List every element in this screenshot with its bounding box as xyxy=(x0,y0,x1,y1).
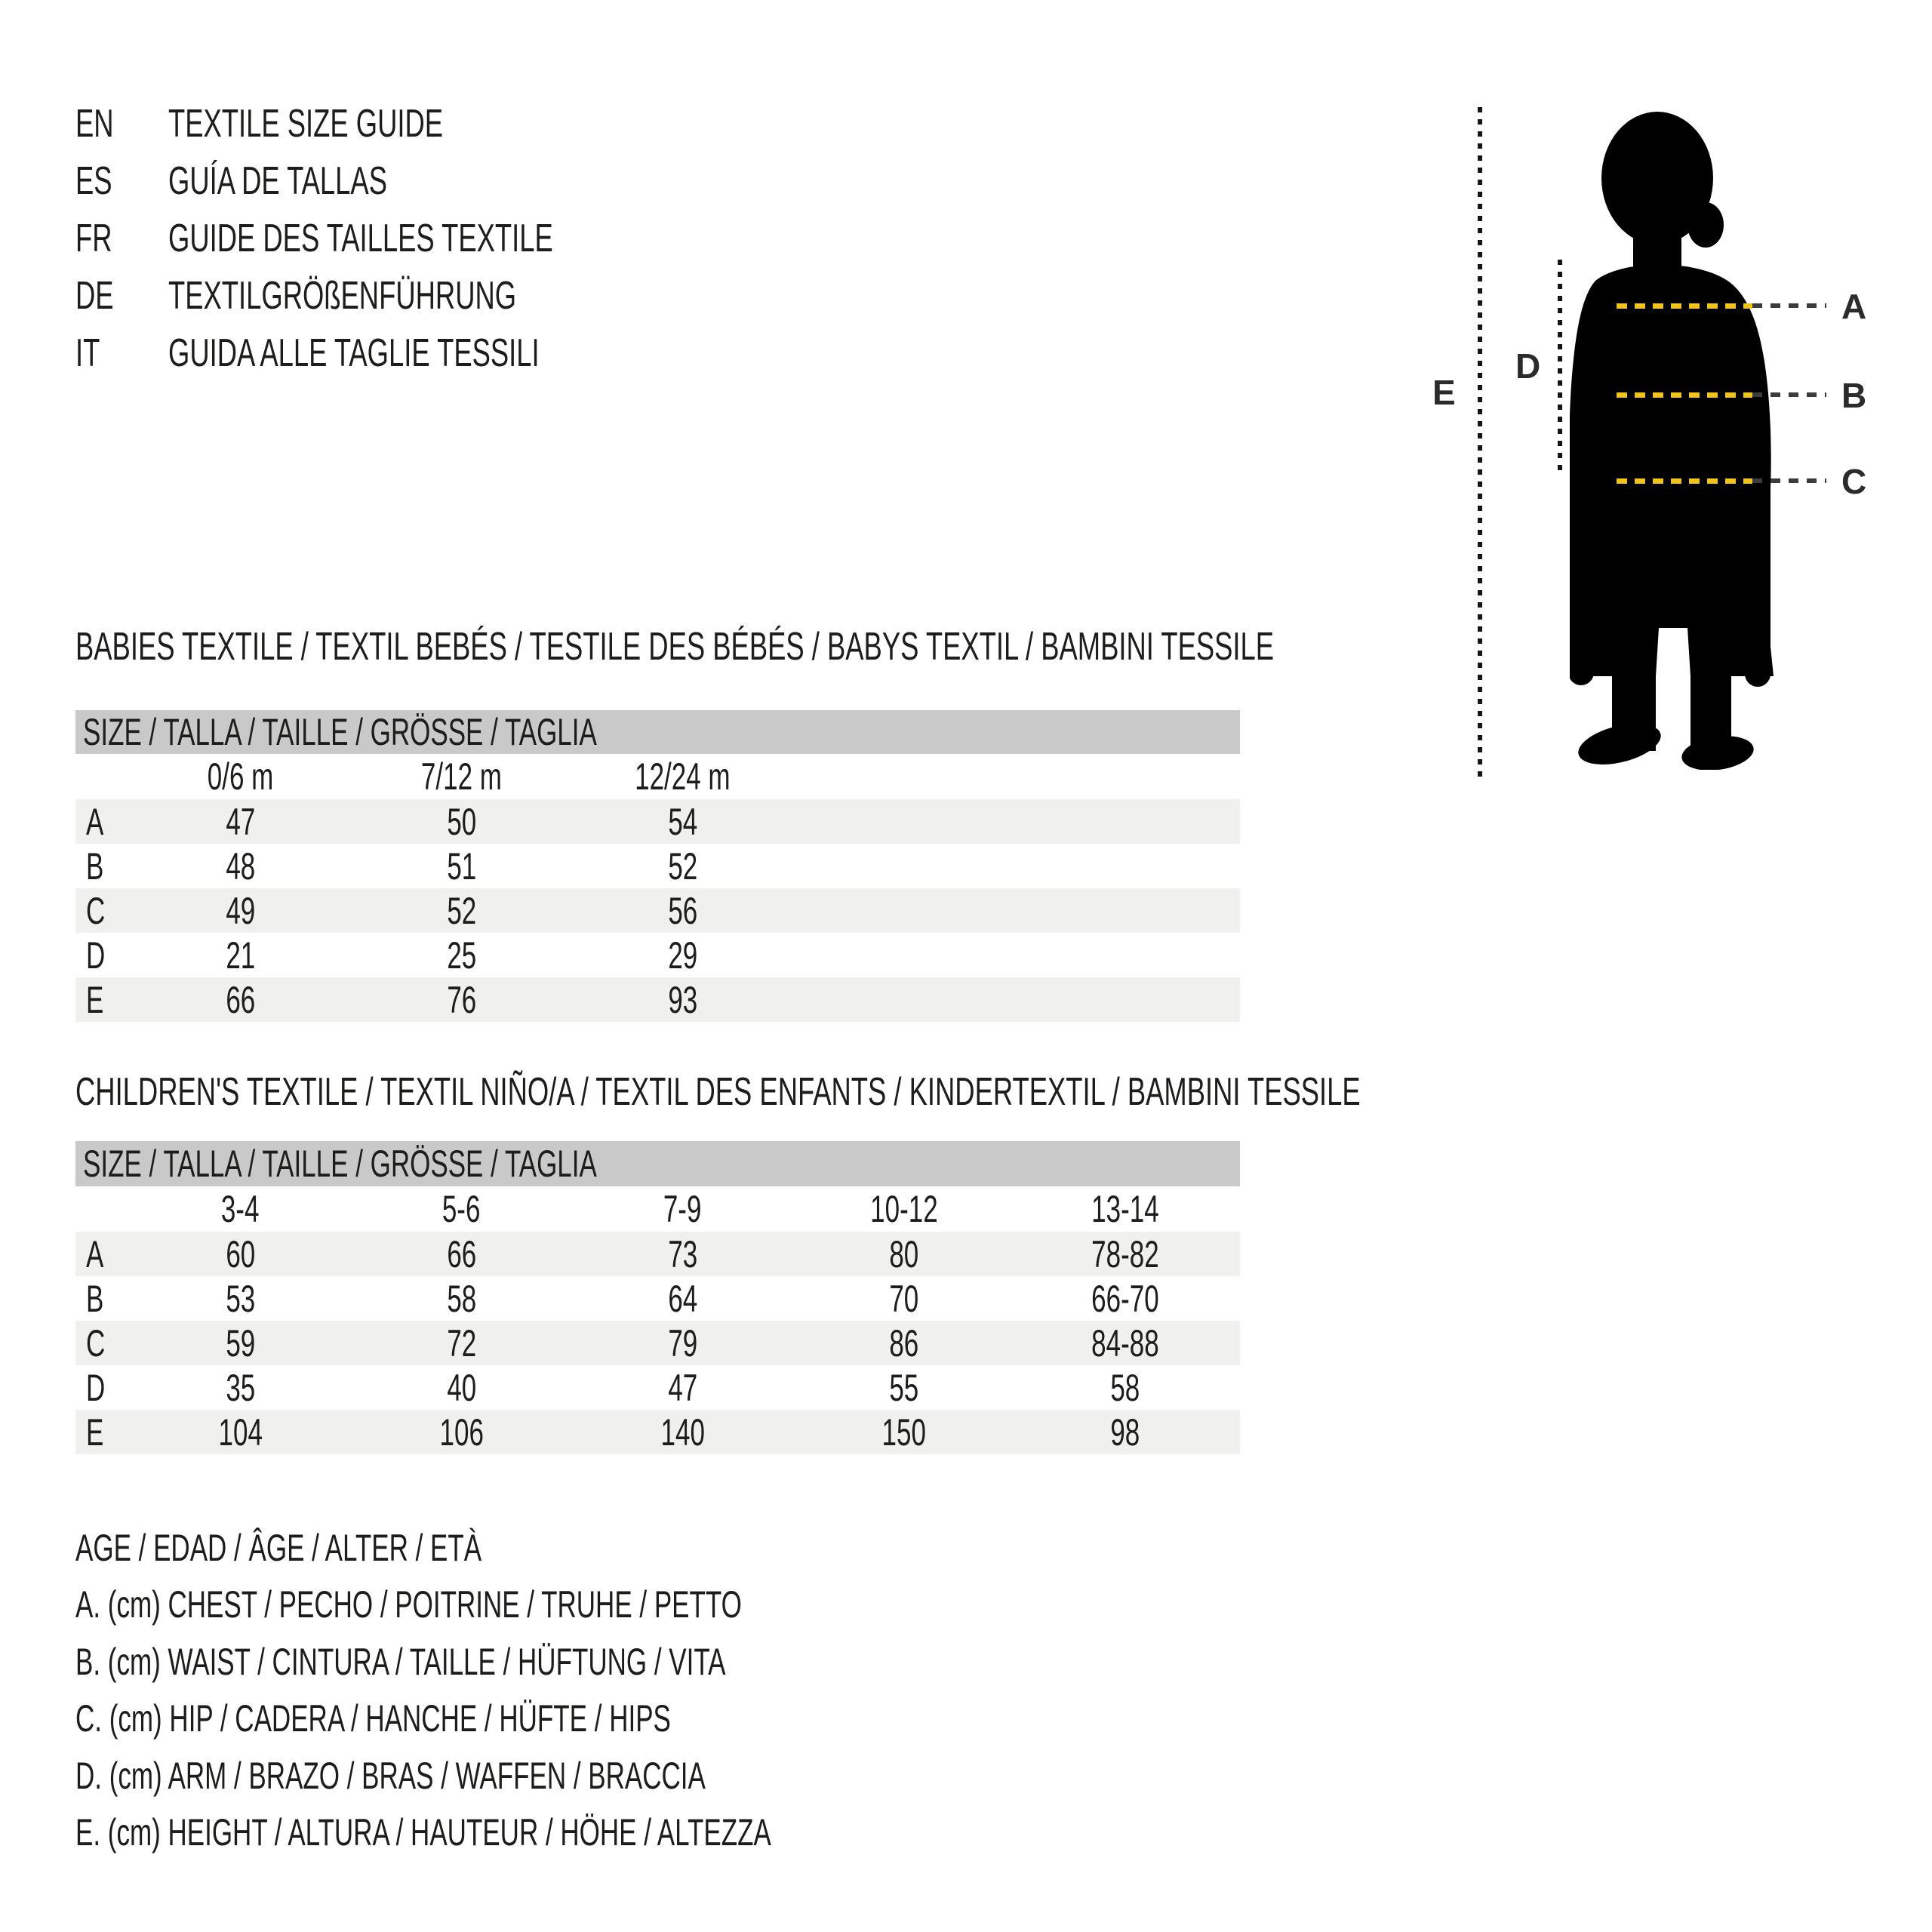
language-row-it xyxy=(75,331,698,391)
height-dotted-line-e xyxy=(1478,107,1482,777)
language-code: DE xyxy=(75,274,114,318)
row-label: A xyxy=(86,800,104,843)
data-cell: 58 xyxy=(1110,1366,1140,1409)
measure-label-c: C xyxy=(1841,462,1867,501)
data-cell: 56 xyxy=(668,889,697,932)
language-row-en xyxy=(75,104,561,162)
language-code: IT xyxy=(75,331,100,375)
data-cell: 60 xyxy=(226,1232,255,1275)
hip-dash-dark xyxy=(1752,478,1826,483)
row-label: D xyxy=(86,934,106,977)
waist-dash-yellow xyxy=(1617,392,1752,398)
data-cell: 79 xyxy=(668,1321,697,1364)
data-cell: 29 xyxy=(668,934,697,977)
data-cell: 66 xyxy=(226,978,255,1021)
measure-label-a: A xyxy=(1841,287,1867,326)
table-row-a xyxy=(75,1232,1240,1276)
language-title: TEXTILGRÖßENFÜHRUNG xyxy=(168,274,517,318)
language-title: TEXTILE SIZE GUIDE xyxy=(168,102,444,146)
language-title: GUÍA DE TALLAS xyxy=(168,159,387,203)
language-row-fr xyxy=(75,219,718,276)
row-label: B xyxy=(86,1277,104,1320)
language-code: EN xyxy=(75,102,114,146)
row-label: E xyxy=(86,1411,104,1454)
data-cell: 150 xyxy=(881,1411,926,1454)
data-cell: 98 xyxy=(1110,1411,1140,1454)
legend-item-height: E. (cm) HEIGHT / ALTURA / HAUTEUR / HÖHE / ALTEZZA xyxy=(75,1811,771,1854)
table-row-c xyxy=(75,888,1240,933)
legend-item-hip: C. (cm) HIP / CADERA / HANCHE / HÜFTE / HIPS xyxy=(75,1697,671,1740)
row-label: D xyxy=(86,1366,106,1409)
data-cell: 47 xyxy=(668,1366,697,1409)
data-cell: 48 xyxy=(226,844,255,888)
child-silhouette-icon xyxy=(1570,106,1790,770)
data-cell: 140 xyxy=(660,1411,705,1454)
data-cell: 93 xyxy=(668,978,697,1021)
data-cell: 73 xyxy=(668,1232,697,1275)
data-cell: 47 xyxy=(226,800,255,843)
data-cell: 72 xyxy=(447,1321,476,1364)
table-row-b xyxy=(75,1276,1240,1321)
babies-size-header-bar: SIZE / TALLA / TAILLE / GRÖSSE / TAGLIA xyxy=(75,710,1240,754)
legend-item-arm: D. (cm) ARM / BRAZO / BRAS / WAFFEN / BRACCIA xyxy=(75,1755,706,1797)
table-row-a xyxy=(75,799,1240,844)
table-row-d xyxy=(75,1365,1240,1410)
data-cell: 52 xyxy=(668,844,697,888)
column-header-cell: 10-12 xyxy=(869,1188,938,1230)
column-header-cell: 3-4 xyxy=(221,1188,260,1230)
data-cell: 53 xyxy=(226,1277,255,1320)
data-cell: 80 xyxy=(889,1232,918,1275)
column-header-cell: 7-9 xyxy=(663,1188,702,1230)
row-label: A xyxy=(86,1232,104,1275)
column-header-cell: 0/6 m xyxy=(207,755,274,798)
legend-item-waist: B. (cm) WAIST / CINTURA / TAILLE / HÜFTUNG / VITA xyxy=(75,1641,726,1683)
chest-dash-yellow xyxy=(1617,303,1752,309)
data-cell: 55 xyxy=(889,1366,918,1409)
column-header-cell: 7/12 m xyxy=(420,755,502,798)
hip-dash-yellow xyxy=(1617,478,1752,484)
waist-dash-dark xyxy=(1752,392,1826,397)
row-label: C xyxy=(86,889,106,932)
data-cell: 70 xyxy=(889,1277,918,1320)
data-cell: 50 xyxy=(447,800,476,843)
data-cell: 49 xyxy=(226,889,255,932)
data-cell: 58 xyxy=(447,1277,476,1320)
language-code: ES xyxy=(75,159,112,203)
data-cell: 25 xyxy=(447,934,476,977)
row-label: B xyxy=(86,844,104,888)
legend-age: AGE / EDAD / ÂGE / ALTER / ETÀ xyxy=(75,1527,482,1569)
babies-section-title: BABIES TEXTILE / TEXTIL BEBÉS / TESTILE DES BÉBÉS / BABYS TEXTIL / BAMBINI TESSILE xyxy=(75,625,1275,669)
language-code: FR xyxy=(75,217,112,260)
data-cell: 104 xyxy=(218,1411,263,1454)
row-label: C xyxy=(86,1321,106,1364)
data-cell: 84-88 xyxy=(1091,1321,1159,1364)
children-column-header-row xyxy=(75,1186,1240,1232)
measure-label-e: E xyxy=(1432,373,1456,412)
data-cell: 54 xyxy=(668,800,697,843)
data-cell: 66-70 xyxy=(1091,1277,1159,1320)
column-header-cell: 12/24 m xyxy=(635,755,731,798)
children-size-header-bar: SIZE / TALLA / TAILLE / GRÖSSE / TAGLIA xyxy=(75,1141,1240,1186)
data-cell: 52 xyxy=(447,889,476,932)
babies-column-header-row xyxy=(75,754,1240,799)
data-cell: 35 xyxy=(226,1366,255,1409)
data-cell: 21 xyxy=(226,934,255,977)
children-size-table xyxy=(75,1141,1240,1454)
row-label: E xyxy=(86,978,104,1021)
table-row-e xyxy=(75,1410,1240,1454)
data-cell: 78-82 xyxy=(1091,1232,1159,1275)
language-title: GUIDA ALLE TAGLIE TESSILI xyxy=(168,331,540,375)
data-cell: 66 xyxy=(447,1232,476,1275)
babies-size-table xyxy=(75,710,1240,1022)
language-row-es xyxy=(75,159,481,219)
measure-label-d: D xyxy=(1515,346,1541,386)
column-header-cell: 13-14 xyxy=(1091,1188,1159,1230)
data-cell: 51 xyxy=(447,844,476,888)
language-title: GUIDE DES TAILLES TEXTILE xyxy=(168,217,553,260)
children-section-title: CHILDREN'S TEXTILE / TEXTIL NIÑO/A / TEXTIL DES ENFANTS / KINDERTEXTIL / BAMBINI TESSILE xyxy=(75,1070,1361,1114)
data-cell: 59 xyxy=(226,1321,255,1364)
language-row-de xyxy=(75,276,666,334)
table-row-d xyxy=(75,933,1240,977)
data-cell: 76 xyxy=(447,978,476,1021)
chest-dash-dark xyxy=(1752,303,1826,308)
column-header-cell: 5-6 xyxy=(442,1188,481,1230)
data-cell: 86 xyxy=(889,1321,918,1364)
legend-item-chest: A. (cm) CHEST / PECHO / POITRINE / TRUHE / PETTO xyxy=(75,1583,742,1626)
arm-dotted-line-d xyxy=(1558,260,1562,471)
table-row-b xyxy=(75,844,1240,888)
measure-label-b: B xyxy=(1841,376,1867,415)
table-row-c xyxy=(75,1321,1240,1365)
data-cell: 40 xyxy=(447,1366,476,1409)
data-cell: 106 xyxy=(439,1411,484,1454)
table-row-e xyxy=(75,977,1240,1022)
data-cell: 64 xyxy=(668,1277,697,1320)
